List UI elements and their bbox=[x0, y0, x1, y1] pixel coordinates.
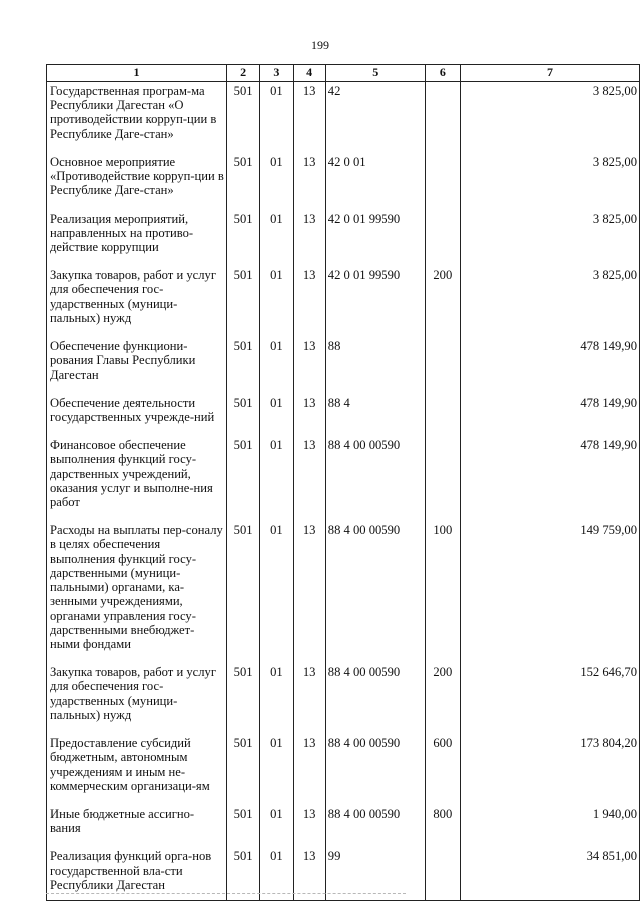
ministry-code-cell: 501 bbox=[226, 339, 259, 396]
target-article-cell: 42 bbox=[325, 82, 425, 155]
amount-cell: 173 804,20 bbox=[461, 736, 640, 807]
table-header bbox=[47, 65, 640, 82]
subsection-code-cell: 13 bbox=[293, 665, 325, 736]
subsection-code-cell: 13 bbox=[293, 736, 325, 807]
expense-type-cell: 200 bbox=[425, 268, 460, 339]
item-name-cell: Финансовое обеспечение выполнения функций госу-дарственных учреждений, оказания услуг и выполне-ния работ bbox=[47, 438, 227, 523]
section-code-cell: 01 bbox=[260, 438, 293, 523]
amount-cell: 152 646,70 bbox=[461, 665, 640, 736]
expense-type-cell: 200 bbox=[425, 665, 460, 736]
subsection-code-cell: 13 bbox=[293, 82, 325, 155]
ministry-code-cell: 501 bbox=[226, 849, 259, 900]
page-number: 199 bbox=[311, 38, 329, 52]
table-row bbox=[47, 523, 640, 665]
table-row bbox=[47, 339, 640, 396]
section-code-cell: 01 bbox=[260, 736, 293, 807]
target-article-cell: 88 bbox=[325, 339, 425, 396]
section-code-cell: 01 bbox=[260, 82, 293, 155]
item-name-cell: Обеспечение деятельности государственных учрежде-ний bbox=[47, 396, 227, 438]
expense-type-cell bbox=[425, 212, 460, 269]
section-code-cell: 01 bbox=[260, 339, 293, 396]
item-name-cell: Расходы на выплаты пер-соналу в целях обеспечения выполнения функций госу-дарственными (муници-пальными) органами, ка-зенными учреждениями, органами управления госу-дарственными внебюджет-ными фондами bbox=[47, 523, 227, 665]
header-col-2: 2 bbox=[226, 65, 259, 82]
table-body bbox=[47, 82, 640, 901]
ministry-code-cell: 501 bbox=[226, 736, 259, 807]
section-code-cell: 01 bbox=[260, 268, 293, 339]
expense-type-cell bbox=[425, 396, 460, 438]
scan-edge-line bbox=[46, 893, 406, 894]
item-name-cell: Основное мероприятие «Противодействие корруп-ции в Республике Даге-стан» bbox=[47, 155, 227, 212]
section-code-cell: 01 bbox=[260, 212, 293, 269]
target-article-cell: 99 bbox=[325, 849, 425, 900]
budget-expenditure-table bbox=[46, 64, 640, 901]
section-code-cell: 01 bbox=[260, 807, 293, 849]
subsection-code-cell: 13 bbox=[293, 268, 325, 339]
section-code-cell: 01 bbox=[260, 665, 293, 736]
expense-type-cell: 600 bbox=[425, 736, 460, 807]
header-col-3: 3 bbox=[260, 65, 293, 82]
amount-cell: 478 149,90 bbox=[461, 438, 640, 523]
table-row bbox=[47, 665, 640, 736]
subsection-code-cell: 13 bbox=[293, 438, 325, 523]
amount-cell: 34 851,00 bbox=[461, 849, 640, 900]
header-col-7: 7 bbox=[461, 65, 640, 82]
amount-cell: 3 825,00 bbox=[461, 82, 640, 155]
ministry-code-cell: 501 bbox=[226, 82, 259, 155]
expense-type-cell bbox=[425, 155, 460, 212]
ministry-code-cell: 501 bbox=[226, 396, 259, 438]
ministry-code-cell: 501 bbox=[226, 665, 259, 736]
subsection-code-cell: 13 bbox=[293, 155, 325, 212]
item-name-cell: Обеспечение функциони-рования Главы Республики Дагестан bbox=[47, 339, 227, 396]
section-code-cell: 01 bbox=[260, 155, 293, 212]
header-col-4: 4 bbox=[293, 65, 325, 82]
header-row bbox=[47, 65, 640, 82]
subsection-code-cell: 13 bbox=[293, 807, 325, 849]
ministry-code-cell: 501 bbox=[226, 438, 259, 523]
target-article-cell: 88 4 00 00590 bbox=[325, 523, 425, 665]
table-row bbox=[47, 268, 640, 339]
amount-cell: 478 149,90 bbox=[461, 396, 640, 438]
header-col-5: 5 bbox=[325, 65, 425, 82]
amount-cell: 3 825,00 bbox=[461, 212, 640, 269]
item-name-cell: Реализация мероприятий, направленных на противо-действие коррупции bbox=[47, 212, 227, 269]
amount-cell: 149 759,00 bbox=[461, 523, 640, 665]
item-name-cell: Предоставление субсидий бюджетным, автономным учреждениям и иным не-коммерческим организаци-ям bbox=[47, 736, 227, 807]
target-article-cell: 88 4 00 00590 bbox=[325, 438, 425, 523]
ministry-code-cell: 501 bbox=[226, 155, 259, 212]
target-article-cell: 88 4 00 00590 bbox=[325, 807, 425, 849]
target-article-cell: 42 0 01 bbox=[325, 155, 425, 212]
item-name-cell: Реализация функций орга-нов государственной вла-сти Республики Дагестан bbox=[47, 849, 227, 900]
expense-type-cell: 100 bbox=[425, 523, 460, 665]
target-article-cell: 42 0 01 99590 bbox=[325, 212, 425, 269]
table-row bbox=[47, 82, 640, 155]
item-name-cell: Закупка товаров, работ и услуг для обеспечения гос-ударственных (муници-пальных) нужд bbox=[47, 665, 227, 736]
expense-type-cell bbox=[425, 438, 460, 523]
target-article-cell: 88 4 00 00590 bbox=[325, 736, 425, 807]
amount-cell: 3 825,00 bbox=[461, 155, 640, 212]
table-row bbox=[47, 438, 640, 523]
amount-cell: 478 149,90 bbox=[461, 339, 640, 396]
section-code-cell: 01 bbox=[260, 396, 293, 438]
target-article-cell: 88 4 00 00590 bbox=[325, 665, 425, 736]
ministry-code-cell: 501 bbox=[226, 212, 259, 269]
subsection-code-cell: 13 bbox=[293, 849, 325, 900]
expense-type-cell: 800 bbox=[425, 807, 460, 849]
expense-type-cell bbox=[425, 849, 460, 900]
amount-cell: 3 825,00 bbox=[461, 268, 640, 339]
table-row bbox=[47, 155, 640, 212]
item-name-cell: Закупка товаров, работ и услуг для обеспечения гос-ударственных (муници-пальных) нужд bbox=[47, 268, 227, 339]
target-article-cell: 88 4 bbox=[325, 396, 425, 438]
section-code-cell: 01 bbox=[260, 849, 293, 900]
subsection-code-cell: 13 bbox=[293, 523, 325, 665]
header-col-1: 1 bbox=[47, 65, 227, 82]
table-row bbox=[47, 736, 640, 807]
ministry-code-cell: 501 bbox=[226, 268, 259, 339]
subsection-code-cell: 13 bbox=[293, 212, 325, 269]
expense-type-cell bbox=[425, 339, 460, 396]
target-article-cell: 42 0 01 99590 bbox=[325, 268, 425, 339]
item-name-cell: Государственная програм-ма Республики Дагестан «О противодействии корруп-ции в Республике Даге-стан» bbox=[47, 82, 227, 155]
subsection-code-cell: 13 bbox=[293, 396, 325, 438]
ministry-code-cell: 501 bbox=[226, 807, 259, 849]
table-row bbox=[47, 807, 640, 849]
table-row bbox=[47, 396, 640, 438]
table-row bbox=[47, 212, 640, 269]
ministry-code-cell: 501 bbox=[226, 523, 259, 665]
amount-cell: 1 940,00 bbox=[461, 807, 640, 849]
section-code-cell: 01 bbox=[260, 523, 293, 665]
expense-type-cell bbox=[425, 82, 460, 155]
subsection-code-cell: 13 bbox=[293, 339, 325, 396]
item-name-cell: Иные бюджетные ассигно-вания bbox=[47, 807, 227, 849]
header-col-6: 6 bbox=[425, 65, 460, 82]
